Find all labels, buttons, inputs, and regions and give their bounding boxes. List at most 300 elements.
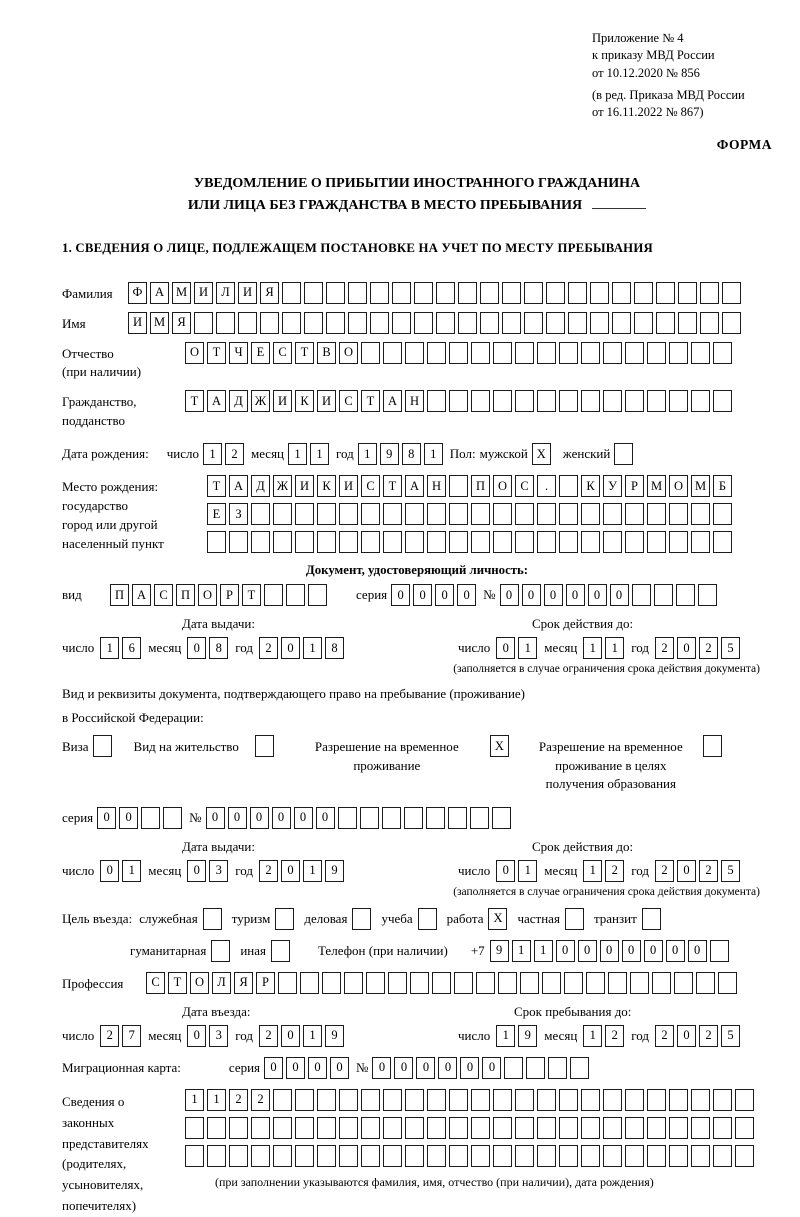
form-cell[interactable]	[634, 282, 653, 304]
form-cell[interactable]: Р	[256, 972, 275, 994]
form-cell[interactable]: 0	[544, 584, 563, 606]
form-cell[interactable]	[630, 972, 649, 994]
form-cell[interactable]: 1	[288, 443, 307, 465]
form-cell[interactable]	[273, 503, 292, 525]
form-cell[interactable]: 9	[325, 1025, 344, 1047]
form-cell[interactable]: 0	[482, 1057, 501, 1079]
form-cell[interactable]: 0	[435, 584, 454, 606]
form-cell[interactable]	[691, 390, 710, 412]
form-cell[interactable]	[427, 531, 446, 553]
form-cell[interactable]	[427, 342, 446, 364]
form-cell[interactable]: К	[295, 390, 314, 412]
form-cell[interactable]	[480, 312, 499, 334]
form-cell[interactable]	[537, 342, 556, 364]
form-cell[interactable]	[163, 807, 182, 829]
form-cell[interactable]	[339, 1145, 358, 1167]
form-cell[interactable]	[493, 342, 512, 364]
form-cell[interactable]: Б	[713, 475, 732, 497]
form-cell[interactable]	[713, 390, 732, 412]
form-cell[interactable]: 1	[358, 443, 377, 465]
form-cell[interactable]: О	[185, 342, 204, 364]
form-cell[interactable]	[282, 312, 301, 334]
form-cell[interactable]	[559, 475, 578, 497]
form-cell[interactable]	[537, 503, 556, 525]
form-cell[interactable]	[273, 1117, 292, 1139]
form-cell[interactable]: 0	[316, 807, 335, 829]
form-cell[interactable]	[504, 1057, 523, 1079]
form-cell[interactable]: 1	[583, 637, 602, 659]
form-cell[interactable]	[392, 312, 411, 334]
form-cell[interactable]	[344, 972, 363, 994]
temp-residence-checkbox[interactable]: X	[490, 735, 509, 757]
form-cell[interactable]	[361, 342, 380, 364]
form-cell[interactable]: 0	[264, 1057, 283, 1079]
form-cell[interactable]: Л	[216, 282, 235, 304]
form-cell[interactable]	[559, 1089, 578, 1111]
form-cell[interactable]	[317, 1117, 336, 1139]
form-cell[interactable]	[405, 1089, 424, 1111]
form-cell[interactable]: 0	[578, 940, 597, 962]
form-cell[interactable]: О	[190, 972, 209, 994]
form-cell[interactable]: Т	[383, 475, 402, 497]
form-cell[interactable]	[546, 312, 565, 334]
form-cell[interactable]: Я	[172, 312, 191, 334]
form-cell[interactable]	[691, 531, 710, 553]
form-cell[interactable]: 3	[209, 1025, 228, 1047]
form-cell[interactable]	[361, 503, 380, 525]
form-cell[interactable]	[449, 475, 468, 497]
form-cell[interactable]: И	[238, 282, 257, 304]
form-cell[interactable]	[427, 1089, 446, 1111]
form-cell[interactable]	[361, 1145, 380, 1167]
form-cell[interactable]: А	[405, 475, 424, 497]
form-cell[interactable]	[515, 390, 534, 412]
form-cell[interactable]: С	[154, 584, 173, 606]
form-cell[interactable]: 0	[330, 1057, 349, 1079]
form-cell[interactable]: 2	[655, 1025, 674, 1047]
form-cell[interactable]	[537, 531, 556, 553]
form-cell[interactable]	[414, 312, 433, 334]
form-cell[interactable]	[603, 503, 622, 525]
form-cell[interactable]: 0	[688, 940, 707, 962]
form-cell[interactable]	[339, 531, 358, 553]
form-cell[interactable]	[718, 972, 737, 994]
form-cell[interactable]: 0	[187, 1025, 206, 1047]
form-cell[interactable]	[669, 342, 688, 364]
form-cell[interactable]: 2	[259, 1025, 278, 1047]
form-cell[interactable]: 2	[605, 860, 624, 882]
form-cell[interactable]: 2	[259, 637, 278, 659]
visa-checkbox[interactable]	[93, 735, 112, 757]
form-cell[interactable]: 0	[97, 807, 116, 829]
form-cell[interactable]	[449, 1117, 468, 1139]
form-cell[interactable]	[449, 390, 468, 412]
temp-residence-education-checkbox[interactable]	[703, 735, 722, 757]
form-cell[interactable]	[322, 972, 341, 994]
form-cell[interactable]: 0	[416, 1057, 435, 1079]
form-cell[interactable]	[295, 1117, 314, 1139]
form-cell[interactable]	[405, 503, 424, 525]
form-cell[interactable]	[515, 503, 534, 525]
form-cell[interactable]: 3	[209, 860, 228, 882]
residence-permit-checkbox[interactable]	[255, 735, 274, 757]
form-cell[interactable]: И	[128, 312, 147, 334]
form-cell[interactable]	[537, 1145, 556, 1167]
form-cell[interactable]	[559, 342, 578, 364]
form-cell[interactable]	[360, 807, 379, 829]
form-cell[interactable]	[449, 503, 468, 525]
form-cell[interactable]: 0	[500, 584, 519, 606]
form-cell[interactable]: С	[515, 475, 534, 497]
form-cell[interactable]: 0	[556, 940, 575, 962]
form-cell[interactable]	[304, 312, 323, 334]
form-cell[interactable]	[414, 282, 433, 304]
form-cell[interactable]	[339, 1117, 358, 1139]
form-cell[interactable]: 2	[655, 860, 674, 882]
form-cell[interactable]: 0	[391, 584, 410, 606]
form-cell[interactable]	[405, 1145, 424, 1167]
form-cell[interactable]: .	[537, 475, 556, 497]
gender-male-checkbox[interactable]: X	[532, 443, 551, 465]
form-cell[interactable]: Ж	[251, 390, 270, 412]
form-cell[interactable]	[515, 1089, 534, 1111]
form-cell[interactable]: 0	[600, 940, 619, 962]
form-cell[interactable]	[502, 312, 521, 334]
form-cell[interactable]: О	[669, 475, 688, 497]
form-cell[interactable]	[632, 584, 651, 606]
form-cell[interactable]	[392, 282, 411, 304]
form-cell[interactable]: 0	[666, 940, 685, 962]
form-cell[interactable]: 5	[721, 637, 740, 659]
purpose-official-checkbox[interactable]	[203, 908, 222, 930]
form-cell[interactable]	[405, 342, 424, 364]
form-cell[interactable]	[273, 1145, 292, 1167]
form-cell[interactable]: 1	[605, 637, 624, 659]
form-cell[interactable]: 0	[677, 637, 696, 659]
form-cell[interactable]	[625, 390, 644, 412]
form-cell[interactable]	[286, 584, 305, 606]
form-cell[interactable]	[251, 1117, 270, 1139]
form-cell[interactable]	[542, 972, 561, 994]
form-cell[interactable]	[691, 342, 710, 364]
form-cell[interactable]	[603, 1145, 622, 1167]
form-cell[interactable]	[647, 503, 666, 525]
form-cell[interactable]	[207, 531, 226, 553]
form-cell[interactable]	[669, 531, 688, 553]
form-cell[interactable]: 0	[294, 807, 313, 829]
form-cell[interactable]	[458, 312, 477, 334]
form-cell[interactable]	[612, 282, 631, 304]
form-cell[interactable]: М	[172, 282, 191, 304]
form-cell[interactable]	[432, 972, 451, 994]
form-cell[interactable]	[308, 584, 327, 606]
form-cell[interactable]: 0	[206, 807, 225, 829]
form-cell[interactable]	[207, 1145, 226, 1167]
form-cell[interactable]	[625, 1145, 644, 1167]
purpose-tourism-checkbox[interactable]	[275, 908, 294, 930]
form-cell[interactable]: 0	[677, 860, 696, 882]
form-cell[interactable]	[676, 584, 695, 606]
form-cell[interactable]	[647, 390, 666, 412]
form-cell[interactable]: 2	[100, 1025, 119, 1047]
form-cell[interactable]	[216, 312, 235, 334]
form-cell[interactable]	[603, 390, 622, 412]
form-cell[interactable]	[383, 531, 402, 553]
form-cell[interactable]: 0	[187, 637, 206, 659]
form-cell[interactable]: М	[691, 475, 710, 497]
form-cell[interactable]	[608, 972, 627, 994]
form-cell[interactable]: Т	[361, 390, 380, 412]
form-cell[interactable]	[449, 342, 468, 364]
form-cell[interactable]	[735, 1089, 754, 1111]
form-cell[interactable]	[581, 1117, 600, 1139]
form-cell[interactable]	[295, 1145, 314, 1167]
form-cell[interactable]	[141, 807, 160, 829]
form-cell[interactable]	[238, 312, 257, 334]
form-cell[interactable]	[480, 282, 499, 304]
form-cell[interactable]	[251, 503, 270, 525]
form-cell[interactable]	[273, 531, 292, 553]
form-cell[interactable]: 8	[402, 443, 421, 465]
form-cell[interactable]	[678, 312, 697, 334]
form-cell[interactable]: Я	[234, 972, 253, 994]
form-cell[interactable]: 0	[413, 584, 432, 606]
form-cell[interactable]: 0	[281, 637, 300, 659]
form-cell[interactable]	[674, 972, 693, 994]
form-cell[interactable]	[515, 1117, 534, 1139]
form-cell[interactable]	[713, 1145, 732, 1167]
form-cell[interactable]: 0	[522, 584, 541, 606]
form-cell[interactable]: 8	[209, 637, 228, 659]
form-cell[interactable]	[581, 390, 600, 412]
form-cell[interactable]	[713, 503, 732, 525]
form-cell[interactable]	[383, 342, 402, 364]
form-cell[interactable]	[471, 342, 490, 364]
form-cell[interactable]: И	[339, 475, 358, 497]
form-cell[interactable]	[471, 1145, 490, 1167]
form-cell[interactable]	[696, 972, 715, 994]
form-cell[interactable]	[370, 282, 389, 304]
form-cell[interactable]: 5	[721, 860, 740, 882]
form-cell[interactable]	[383, 503, 402, 525]
form-cell[interactable]	[493, 531, 512, 553]
form-cell[interactable]	[713, 1117, 732, 1139]
form-cell[interactable]: Д	[229, 390, 248, 412]
form-cell[interactable]	[625, 1117, 644, 1139]
form-cell[interactable]	[559, 531, 578, 553]
form-cell[interactable]	[427, 1117, 446, 1139]
form-cell[interactable]	[295, 531, 314, 553]
form-cell[interactable]	[586, 972, 605, 994]
form-cell[interactable]: В	[317, 342, 336, 364]
form-cell[interactable]: С	[146, 972, 165, 994]
form-cell[interactable]: 0	[250, 807, 269, 829]
form-cell[interactable]	[317, 1089, 336, 1111]
form-cell[interactable]	[568, 282, 587, 304]
form-cell[interactable]: Т	[185, 390, 204, 412]
purpose-other-checkbox[interactable]	[271, 940, 290, 962]
form-cell[interactable]	[194, 312, 213, 334]
form-cell[interactable]: 2	[699, 637, 718, 659]
form-cell[interactable]: 0	[496, 637, 515, 659]
form-cell[interactable]: 0	[588, 584, 607, 606]
purpose-humanitarian-checkbox[interactable]	[211, 940, 230, 962]
form-cell[interactable]: 2	[251, 1089, 270, 1111]
form-cell[interactable]	[710, 940, 729, 962]
form-cell[interactable]	[300, 972, 319, 994]
form-cell[interactable]: И	[194, 282, 213, 304]
form-cell[interactable]: 1	[583, 860, 602, 882]
form-cell[interactable]	[700, 312, 719, 334]
form-cell[interactable]	[559, 503, 578, 525]
form-cell[interactable]: 2	[699, 860, 718, 882]
form-cell[interactable]: Л	[212, 972, 231, 994]
form-cell[interactable]	[361, 531, 380, 553]
form-cell[interactable]: 0	[394, 1057, 413, 1079]
form-cell[interactable]	[647, 531, 666, 553]
form-cell[interactable]	[647, 1117, 666, 1139]
form-cell[interactable]	[713, 342, 732, 364]
form-cell[interactable]: И	[295, 475, 314, 497]
form-cell[interactable]: О	[339, 342, 358, 364]
form-cell[interactable]: М	[150, 312, 169, 334]
form-cell[interactable]	[449, 1089, 468, 1111]
form-cell[interactable]	[476, 972, 495, 994]
form-cell[interactable]	[317, 1145, 336, 1167]
form-cell[interactable]	[691, 1145, 710, 1167]
form-cell[interactable]: 0	[187, 860, 206, 882]
form-cell[interactable]: З	[229, 503, 248, 525]
form-cell[interactable]	[427, 390, 446, 412]
form-cell[interactable]	[338, 807, 357, 829]
form-cell[interactable]: 0	[566, 584, 585, 606]
form-cell[interactable]	[471, 531, 490, 553]
form-cell[interactable]	[735, 1145, 754, 1167]
form-cell[interactable]	[515, 531, 534, 553]
form-cell[interactable]	[493, 1089, 512, 1111]
form-cell[interactable]: 1	[534, 940, 553, 962]
form-cell[interactable]	[295, 1089, 314, 1111]
form-cell[interactable]: 1	[518, 637, 537, 659]
form-cell[interactable]	[559, 1145, 578, 1167]
form-cell[interactable]	[436, 282, 455, 304]
form-cell[interactable]	[493, 1145, 512, 1167]
form-cell[interactable]	[229, 531, 248, 553]
form-cell[interactable]: 1	[203, 443, 222, 465]
form-cell[interactable]	[735, 1117, 754, 1139]
form-cell[interactable]: 1	[496, 1025, 515, 1047]
form-cell[interactable]	[581, 531, 600, 553]
form-cell[interactable]	[524, 312, 543, 334]
form-cell[interactable]	[669, 1117, 688, 1139]
form-cell[interactable]	[454, 972, 473, 994]
form-cell[interactable]: Ч	[229, 342, 248, 364]
form-cell[interactable]: П	[176, 584, 195, 606]
form-cell[interactable]	[526, 1057, 545, 1079]
form-cell[interactable]	[436, 312, 455, 334]
form-cell[interactable]	[669, 1145, 688, 1167]
form-cell[interactable]	[383, 1145, 402, 1167]
gender-female-checkbox[interactable]	[614, 443, 633, 465]
form-cell[interactable]	[273, 1089, 292, 1111]
form-cell[interactable]	[722, 312, 741, 334]
form-cell[interactable]: О	[198, 584, 217, 606]
form-cell[interactable]	[471, 1089, 490, 1111]
form-cell[interactable]	[366, 972, 385, 994]
form-cell[interactable]	[361, 1117, 380, 1139]
form-cell[interactable]: Ж	[273, 475, 292, 497]
form-cell[interactable]	[382, 807, 401, 829]
form-cell[interactable]	[590, 282, 609, 304]
form-cell[interactable]	[537, 1117, 556, 1139]
form-cell[interactable]: О	[493, 475, 512, 497]
form-cell[interactable]: 8	[325, 637, 344, 659]
form-cell[interactable]	[570, 1057, 589, 1079]
form-cell[interactable]: Т	[295, 342, 314, 364]
form-cell[interactable]	[722, 282, 741, 304]
form-cell[interactable]	[691, 1089, 710, 1111]
form-cell[interactable]	[260, 312, 279, 334]
form-cell[interactable]	[498, 972, 517, 994]
form-cell[interactable]	[370, 312, 389, 334]
form-cell[interactable]	[669, 390, 688, 412]
form-cell[interactable]: 1	[207, 1089, 226, 1111]
form-cell[interactable]	[669, 1089, 688, 1111]
form-cell[interactable]: 2	[605, 1025, 624, 1047]
form-cell[interactable]: 0	[100, 860, 119, 882]
form-cell[interactable]: 2	[225, 443, 244, 465]
form-cell[interactable]: 0	[119, 807, 138, 829]
form-cell[interactable]	[603, 531, 622, 553]
form-cell[interactable]: 1	[310, 443, 329, 465]
form-cell[interactable]	[634, 312, 653, 334]
form-cell[interactable]	[625, 1089, 644, 1111]
form-cell[interactable]	[647, 1089, 666, 1111]
form-cell[interactable]	[520, 972, 539, 994]
form-cell[interactable]: 0	[677, 1025, 696, 1047]
form-cell[interactable]	[207, 1117, 226, 1139]
form-cell[interactable]	[612, 312, 631, 334]
form-cell[interactable]: 0	[460, 1057, 479, 1079]
form-cell[interactable]	[493, 503, 512, 525]
form-cell[interactable]: 1	[122, 860, 141, 882]
form-cell[interactable]	[581, 342, 600, 364]
form-cell[interactable]: 2	[259, 860, 278, 882]
form-cell[interactable]	[278, 972, 297, 994]
form-cell[interactable]: 1	[303, 637, 322, 659]
form-cell[interactable]	[339, 503, 358, 525]
form-cell[interactable]: К	[317, 475, 336, 497]
form-cell[interactable]	[581, 1145, 600, 1167]
form-cell[interactable]	[493, 1117, 512, 1139]
form-cell[interactable]	[515, 342, 534, 364]
form-cell[interactable]: 0	[308, 1057, 327, 1079]
form-cell[interactable]	[625, 342, 644, 364]
form-cell[interactable]: 2	[699, 1025, 718, 1047]
form-cell[interactable]	[383, 1117, 402, 1139]
form-cell[interactable]	[185, 1145, 204, 1167]
form-cell[interactable]	[546, 282, 565, 304]
form-cell[interactable]: И	[273, 390, 292, 412]
form-cell[interactable]	[458, 282, 477, 304]
form-cell[interactable]	[471, 390, 490, 412]
form-cell[interactable]: Д	[251, 475, 270, 497]
form-cell[interactable]	[537, 1089, 556, 1111]
form-cell[interactable]	[590, 312, 609, 334]
form-cell[interactable]: А	[383, 390, 402, 412]
form-cell[interactable]	[295, 503, 314, 525]
form-cell[interactable]	[251, 531, 270, 553]
